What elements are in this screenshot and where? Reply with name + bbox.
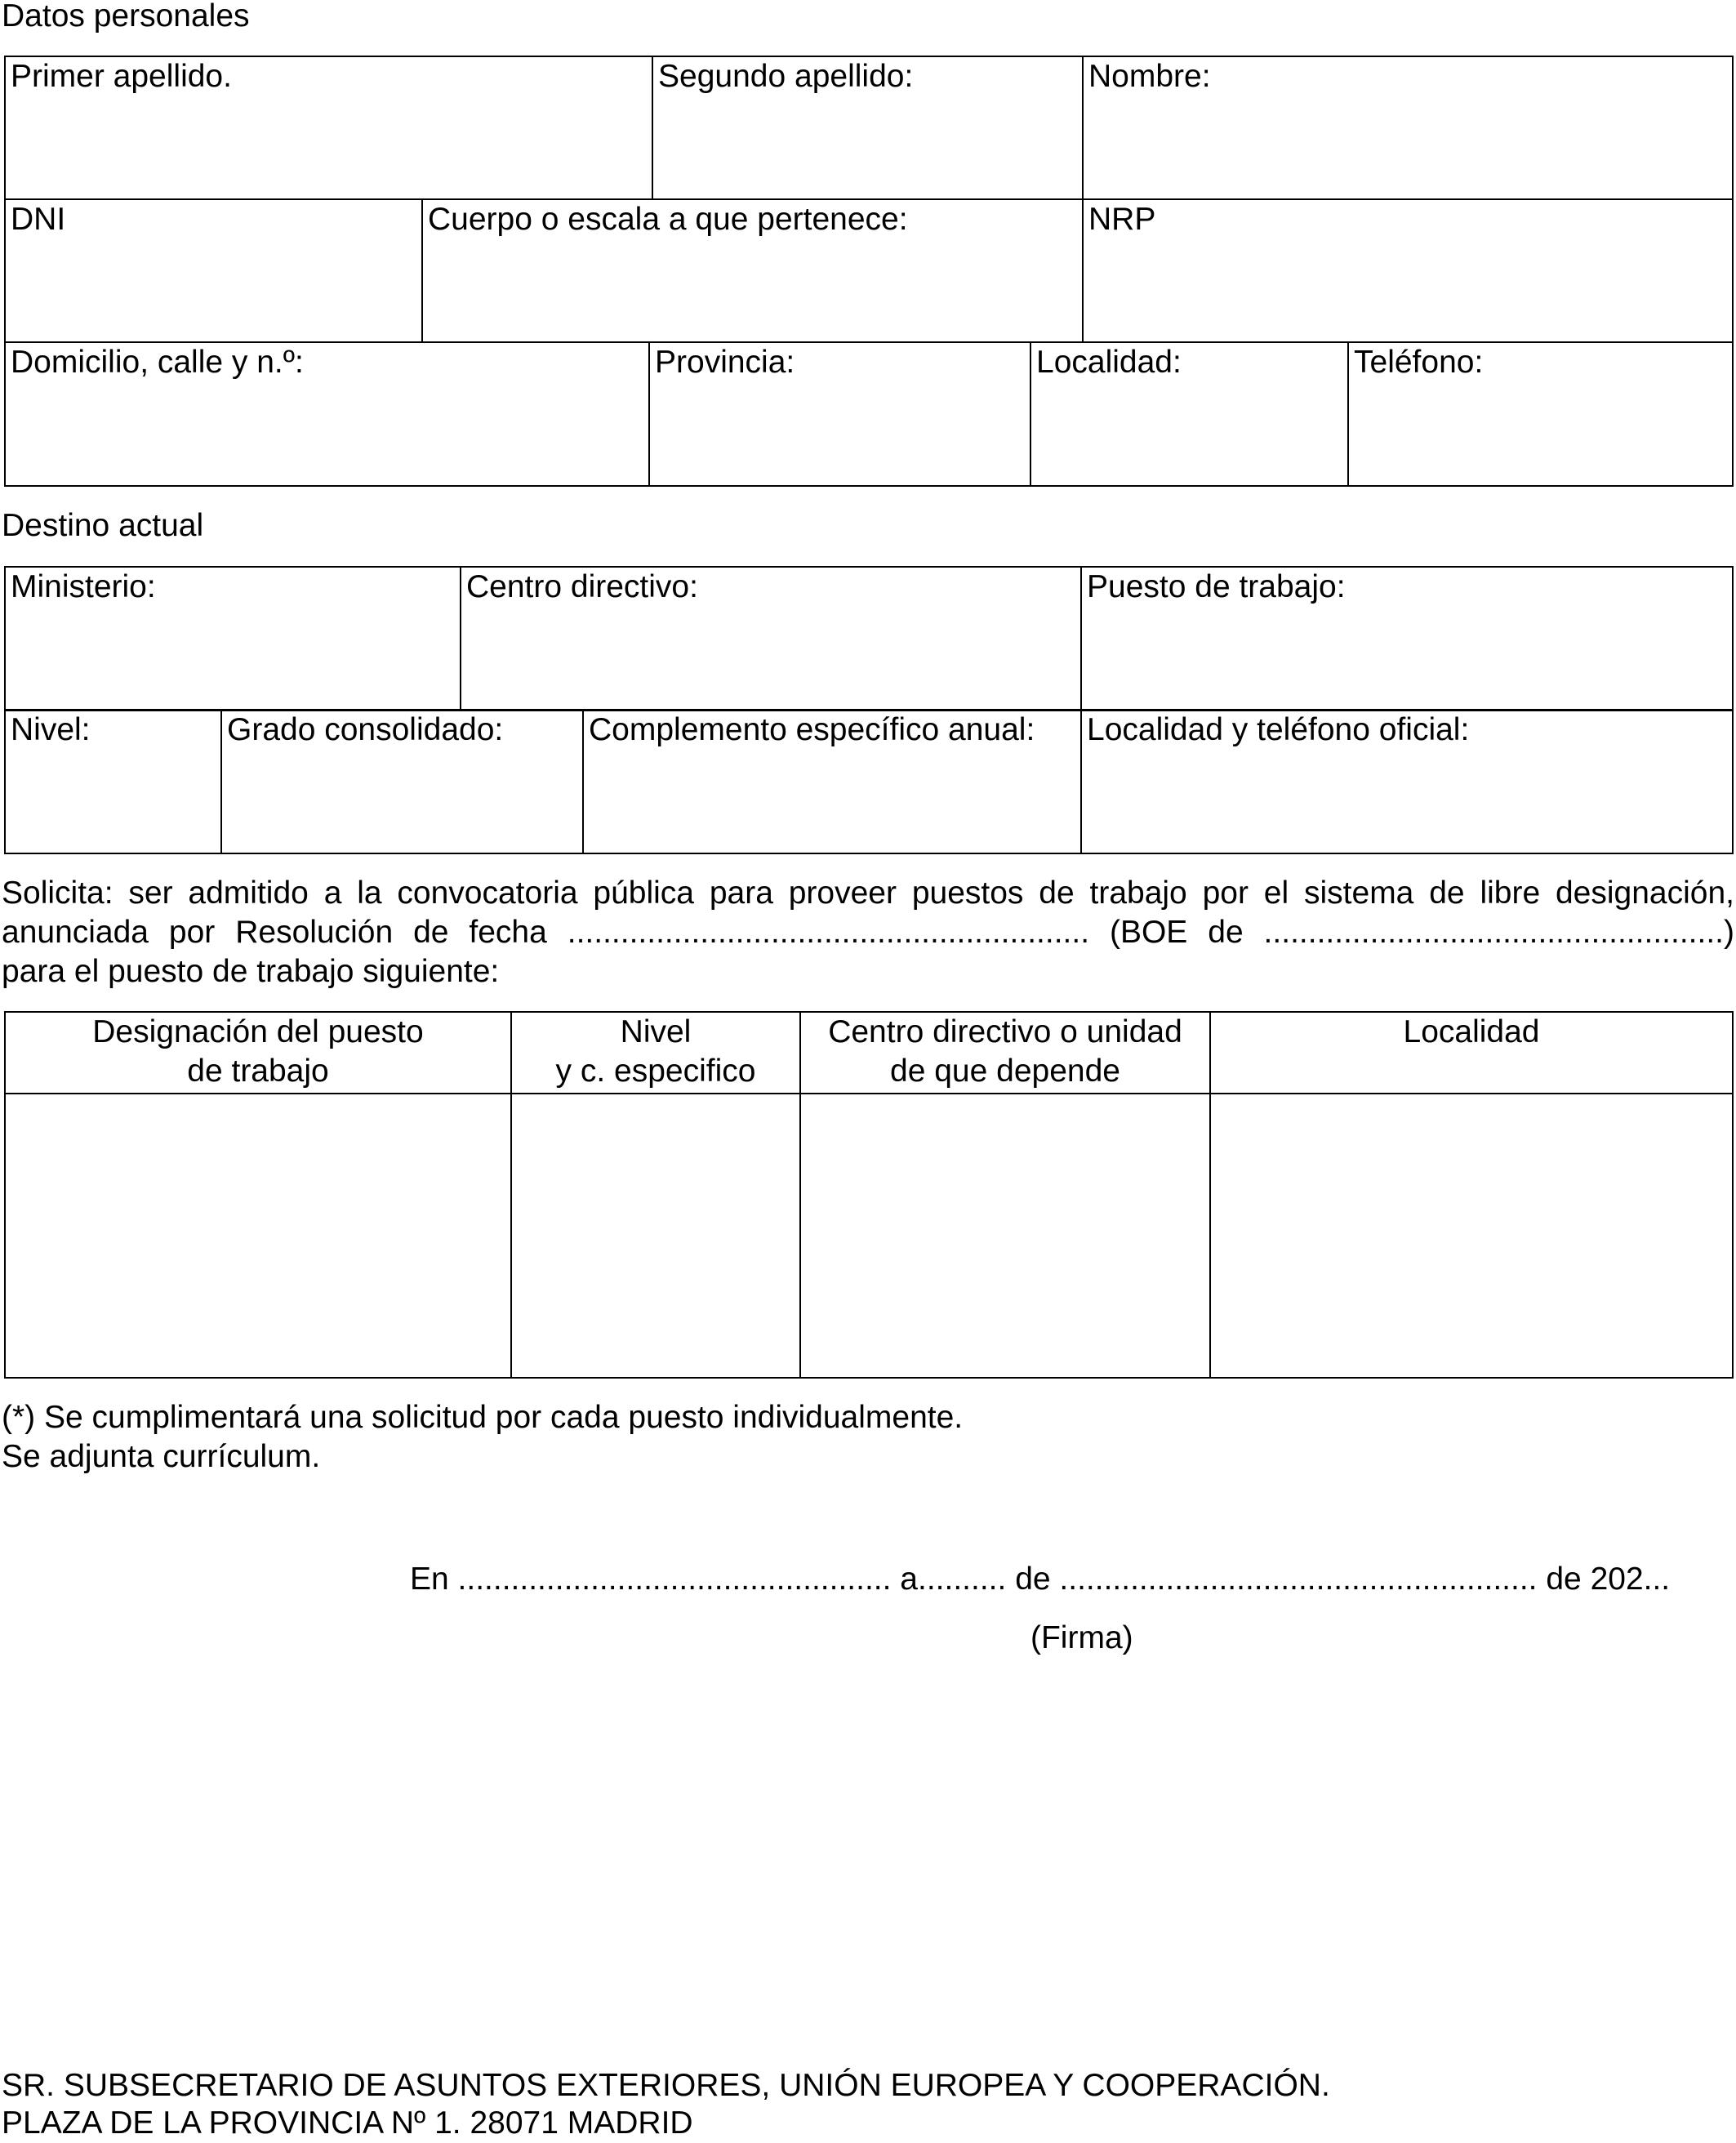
solicita-line-2: anunciada por Resolución de fecha ........................................................... (BOE de ....................................................) xyxy=(2,915,1734,950)
header-centro xyxy=(800,1012,1210,1094)
header-nivel xyxy=(511,1012,800,1094)
provincia-label: Provincia: xyxy=(655,345,795,380)
localidad-telefono-field[interactable] xyxy=(1081,710,1733,853)
cuerpo-field[interactable] xyxy=(422,199,1083,342)
header-designacion xyxy=(5,1012,511,1094)
localidad-field[interactable] xyxy=(1030,342,1348,486)
destino-table-row2 xyxy=(4,709,1734,854)
nivel-field[interactable] xyxy=(5,710,221,853)
telefono-field[interactable] xyxy=(1348,342,1733,486)
header-designacion-line1: Designación del puesto xyxy=(92,1014,424,1049)
header-centro-line1: Centro directivo o unidad xyxy=(828,1014,1182,1049)
personal-data-table-row3 xyxy=(4,341,1734,487)
domicilio-label: Domicilio, calle y n.º: xyxy=(11,345,304,380)
ministerio-field[interactable] xyxy=(5,567,461,711)
telefono-label: Teléfono: xyxy=(1354,345,1484,380)
section-title-destino-actual: Destino actual xyxy=(2,508,204,543)
localidad-telefono-label: Localidad y teléfono oficial: xyxy=(1087,712,1470,747)
cuerpo-label: Cuerpo o escala a que pertenece: xyxy=(428,202,908,237)
footer-line-1: SR. SUBSECRETARIO DE ASUNTOS EXTERIORES, UNIÓN EUROPEA Y COOPERACIÓN. xyxy=(2,2068,1330,2103)
primer-apellido-label: Primer apellido. xyxy=(11,59,232,94)
complemento-label: Complemento específico anual: xyxy=(589,712,1035,747)
grado-label: Grado consolidado: xyxy=(227,712,504,747)
firma-label: (Firma) xyxy=(1030,1620,1133,1655)
centro-input-cell[interactable] xyxy=(800,1094,1210,1378)
ministerio-label: Ministerio: xyxy=(11,569,156,604)
footer-line-2: PLAZA DE LA PROVINCIA Nº 1. 28071 MADRID xyxy=(2,2105,693,2141)
nombre-label: Nombre: xyxy=(1088,59,1211,94)
puestos-header-row xyxy=(5,1012,1733,1094)
header-nivel-line1: Nivel xyxy=(620,1014,692,1049)
dni-label: DNI xyxy=(11,202,66,237)
segundo-apellido-label: Segundo apellido: xyxy=(658,59,914,94)
header-localidad-line1: Localidad xyxy=(1403,1014,1540,1049)
destino-table-row1 xyxy=(4,566,1734,711)
puestos-table xyxy=(4,1011,1734,1379)
puesto-label: Puesto de trabajo: xyxy=(1087,569,1346,604)
nombre-field[interactable] xyxy=(1083,56,1733,199)
header-designacion-line2: de trabajo xyxy=(187,1054,329,1089)
header-centro-line2: de que depende xyxy=(890,1054,1120,1089)
centro-directivo-field[interactable] xyxy=(461,567,1081,711)
note-line-2: Se adjunta currículum. xyxy=(2,1439,321,1474)
personal-data-table-row2 xyxy=(4,198,1734,343)
puesto-field[interactable] xyxy=(1081,567,1733,711)
localidad-label: Localidad: xyxy=(1036,345,1182,380)
solicita-line-1: Solicita: ser admitido a la convocatoria pública para proveer puestos de trabajo por el sistema de libre designación, xyxy=(2,875,1734,911)
header-nivel-line2: y c. especifico xyxy=(555,1054,756,1089)
nivel-label: Nivel: xyxy=(11,712,91,747)
primer-apellido-field[interactable] xyxy=(5,56,652,199)
note-line-1: (*) Se cumplimentará una solicitud por cada puesto individualmente. xyxy=(2,1400,964,1435)
dni-field[interactable] xyxy=(5,199,422,342)
personal-data-table xyxy=(4,56,1734,200)
solicita-line-3: para el puesto de trabajo siguiente: xyxy=(2,954,500,989)
complemento-field[interactable] xyxy=(583,710,1081,853)
header-localidad xyxy=(1210,1012,1733,1094)
localidad-input-cell[interactable] xyxy=(1210,1094,1733,1378)
grado-field[interactable] xyxy=(221,710,583,853)
provincia-field[interactable] xyxy=(649,342,1030,486)
fecha-line: En ................................................. a.......... de ...................................................... de 202... xyxy=(410,1562,1671,1597)
nrp-label: NRP xyxy=(1088,202,1156,237)
solicita-paragraph xyxy=(2,874,1734,991)
centro-directivo-label: Centro directivo: xyxy=(466,569,698,604)
designacion-input-cell[interactable] xyxy=(5,1094,511,1378)
nivel-input-cell[interactable] xyxy=(511,1094,800,1378)
segundo-apellido-field[interactable] xyxy=(652,56,1083,199)
section-title-datos-personales: Datos personales xyxy=(2,0,250,33)
nrp-field[interactable] xyxy=(1083,199,1733,342)
domicilio-field[interactable] xyxy=(5,342,649,486)
puestos-entry-row xyxy=(5,1094,1733,1378)
